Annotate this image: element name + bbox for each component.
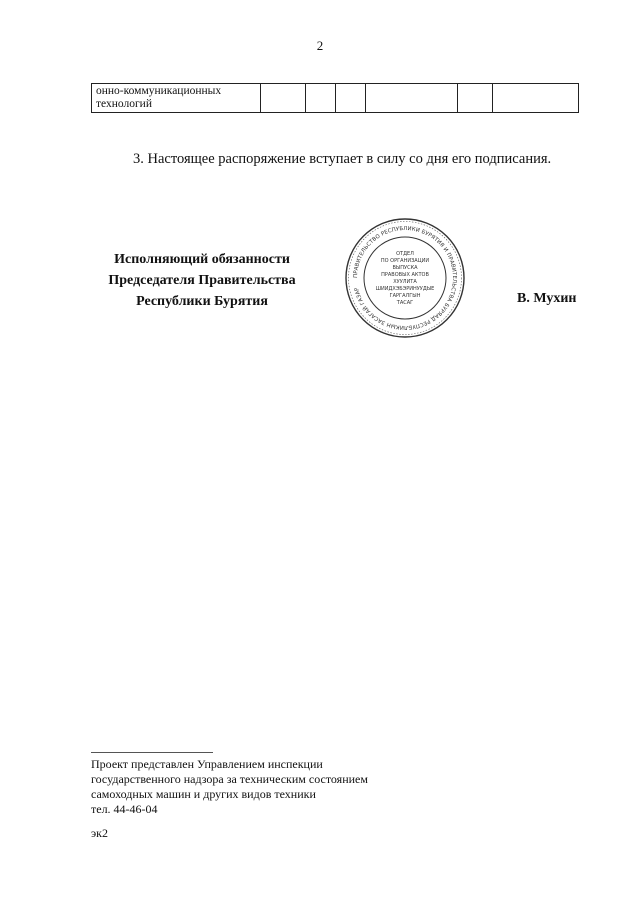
official-seal [344,217,466,339]
effective-date-paragraph: 3. Настоящее распоряжение вступает в силу со дня его подписания. [133,151,552,167]
seal-center-line: ГАРГАЛГЫН [389,293,421,299]
seal-ring-text: ПРАВИТЕЛЬСТВО РЕСПУБЛИКИ БУРЯТИЯ И ПРАВИТЕЛЬСТВА БУРЯАД РЕСПУБЛИКЫН ЗАСАГАЙ ГАЗАР [352,225,458,331]
table-cell-name: онно-коммуникационных технологий [92,84,261,113]
signer-title-line: Председателя Правительства [108,273,296,288]
seal-center-line: ШИИДХЭБЭРИНУУДЫЕ [375,286,435,292]
table-cell [493,84,579,113]
seal-center-line: ТАСАГ [396,300,414,306]
footnote-line: государственного надзора за техническим состоянием [91,772,368,786]
page-number: 2 [316,38,324,53]
seal-center-line: ХУУЛИТА [393,279,417,285]
footnote-line: самоходных машин и других видов техники [91,787,316,801]
signer-title [84,249,320,312]
footnote-line: Проект представлен Управлением инспекции [91,757,323,771]
signer-title-line: Республики Бурятия [136,294,268,309]
footnote-divider [91,752,213,753]
table-cell [366,84,458,113]
signer-title-line: Исполняющий обязанности [114,252,290,267]
seal-center-line: ПРАВОВЫХ АКТОВ [381,272,429,278]
table-cell [336,84,366,113]
table-row [92,84,579,113]
table-cell [306,84,336,113]
table-cell [261,84,306,113]
signer-name: В. Мухин [517,291,577,306]
seal-graphic [344,217,466,339]
footnote-phone: тел. 44-46-04 [91,802,158,816]
continuation-table [91,83,579,113]
document-code: эк2 [91,826,108,840]
table-cell [458,84,493,113]
seal-center-line: ВЫПУСКА [392,265,418,271]
seal-center-line: ОТДЕЛ [396,251,414,257]
seal-center-line: ПО ОРГАНИЗАЦИИ [380,258,430,264]
svg-text:ПРАВИТЕЛЬСТВО РЕСПУБЛИКИ БУРЯТ [353,226,457,330]
footnote [91,757,368,817]
